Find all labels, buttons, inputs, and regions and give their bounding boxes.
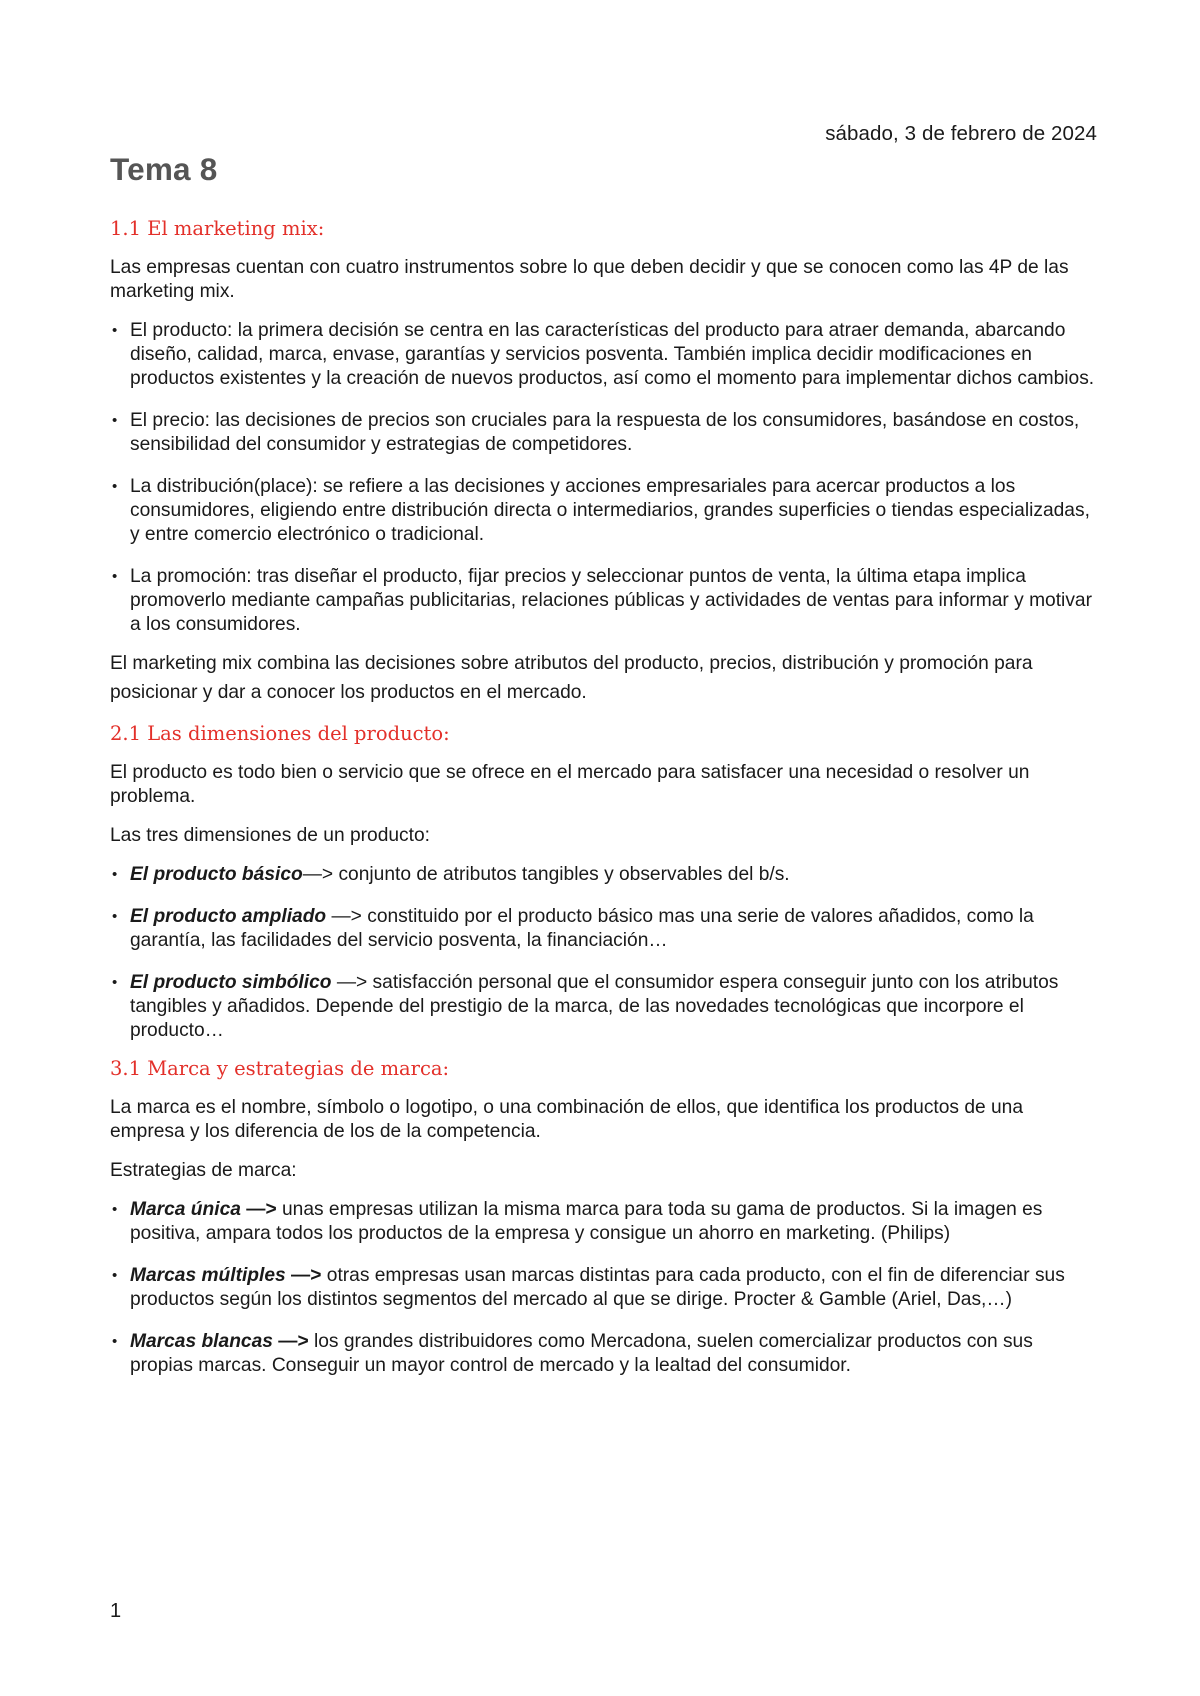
paragraph-intro-4p: Las empresas cuentan con cuatro instrumentos sobre lo que deben decidir y que se conocen como las 4P de las marketing mix. [110, 257, 1069, 302]
list-item [110, 319, 1100, 391]
term-label: El producto ampliado [130, 906, 327, 927]
list-item [110, 409, 1100, 457]
list-item-text: otras empresas usan marcas distintas para cada producto, con el fin de diferenciar sus productos según los distintos segmentos del mercado al que se dirige. Procter & Gamble (Ariel, Das,…) [130, 1265, 1065, 1310]
paragraph-brand-definition: La marca es el nombre, símbolo o logotipo, o una combinación de ellos, que identifica los productos de una empresa y los diferencia de los de la competencia. [110, 1097, 1024, 1142]
document-body [110, 215, 1100, 1396]
arrow-glyph: —> [331, 972, 368, 993]
page-number: 1 [110, 1600, 122, 1622]
bullet-icon: • [112, 1201, 118, 1218]
list-item [110, 565, 1100, 637]
term-label: Marcas blancas [130, 1331, 273, 1352]
term-label: Marca única [130, 1199, 241, 1220]
bullet-list-dimensions [110, 863, 1100, 1043]
term-label: Marcas múltiples [130, 1265, 286, 1286]
list-item [110, 1264, 1100, 1312]
bullet-icon: • [112, 478, 118, 495]
list-item-text: satisfacción personal que el consumidor espera conseguir junto con los atributos tangibles y añadidos. Depende del prestigio de la marca, de las novedades tecnológicas que incorpore el producto… [130, 972, 1059, 1041]
bullet-icon: • [112, 322, 118, 339]
paragraph-strategies-lead: Estrategias de marca: [110, 1160, 297, 1181]
arrow-glyph: —> [240, 1199, 277, 1220]
bullet-icon: • [112, 412, 118, 429]
arrow-glyph: —> [272, 1331, 309, 1352]
list-item-text: La promoción: tras diseñar el producto, fijar precios y seleccionar puntos de venta, la última etapa implica promoverlo mediante campañas publicitarias, relaciones públicas y actividades de ventas para informar y motivar a los consumidores. [130, 566, 1092, 635]
list-item-text: los grandes distribuidores como Mercadona, suelen comercializar productos con sus propias marcas. Conseguir un mayor control de mercado y la lealtad del consumidor. [130, 1331, 1033, 1376]
list-item [110, 905, 1100, 953]
section-heading-product-dimensions: 2.1 Las dimensiones del producto: [110, 722, 450, 745]
list-item [110, 863, 1100, 887]
paragraph-dimensions-lead: Las tres dimensiones de un producto: [110, 825, 430, 846]
list-item [110, 1198, 1100, 1246]
arrow-glyph: —> [326, 906, 362, 927]
list-item [110, 475, 1100, 547]
list-item [110, 971, 1100, 1043]
bullet-list-4p [110, 319, 1100, 637]
bullet-icon: • [112, 1333, 118, 1350]
bullet-icon: • [112, 974, 118, 991]
section-heading-brand-strategies: 3.1 Marca y estrategias de marca: [110, 1057, 450, 1080]
bullet-icon: • [112, 1267, 118, 1284]
term-label: El producto simbólico [130, 972, 332, 993]
list-item-text: constituido por el producto básico mas una serie de valores añadidos, como la garantía, las facilidades del servicio posventa, la financiación… [130, 906, 1034, 951]
document-title: Tema 8 [110, 151, 218, 187]
term-label: El producto básico [130, 864, 303, 885]
list-item-text: El precio: las decisiones de precios son cruciales para la respuesta de los consumidores, basándose en costos, sensibilidad del consumidor y estrategias de competidores. [130, 410, 1080, 455]
bullet-icon: • [112, 866, 118, 883]
paragraph-product-definition: El producto es todo bien o servicio que se ofrece en el mercado para satisfacer una necesidad o resolver un problema. [110, 762, 1030, 807]
bullet-icon: • [112, 908, 118, 925]
document-date: sábado, 3 de febrero de 2024 [825, 122, 1097, 145]
list-item [110, 1330, 1100, 1378]
list-item-text: conjunto de atributos tangibles y observables del b/s. [333, 864, 790, 885]
bullet-icon: • [112, 568, 118, 585]
arrow-glyph: —> [285, 1265, 322, 1286]
arrow-glyph: —> [302, 864, 334, 885]
bullet-list-strategies [110, 1198, 1100, 1378]
paragraph-conclusion: El marketing mix combina las decisiones sobre atributos del producto, precios, distribución y promoción para posicionar y dar a conocer los productos en el mercado. [110, 653, 1033, 703]
list-item-text: unas empresas utilizan la misma marca para toda su gama de productos. Si la imagen es positiva, ampara todos los productos de la empresa y consigue un ahorro en marketing. (Philips) [130, 1199, 1043, 1244]
list-item-text: El producto: la primera decisión se centra en las características del producto para atraer demanda, abarcando diseño, calidad, marca, envase, garantías y servicios posventa. También implica decidir modificaciones en productos existentes y la creación de nuevos productos, así como el momento para implementar dichos cambios. [130, 320, 1095, 389]
list-item-text: La distribución(place): se refiere a las decisiones y acciones empresariales para acercar productos a los consumidores, eligiendo entre distribución directa o intermediarios, grandes superficies o tiendas especializadas, y entre comercio electrónico o tradicional. [130, 476, 1090, 545]
section-heading-marketing-mix: 1.1 El marketing mix: [110, 217, 325, 240]
